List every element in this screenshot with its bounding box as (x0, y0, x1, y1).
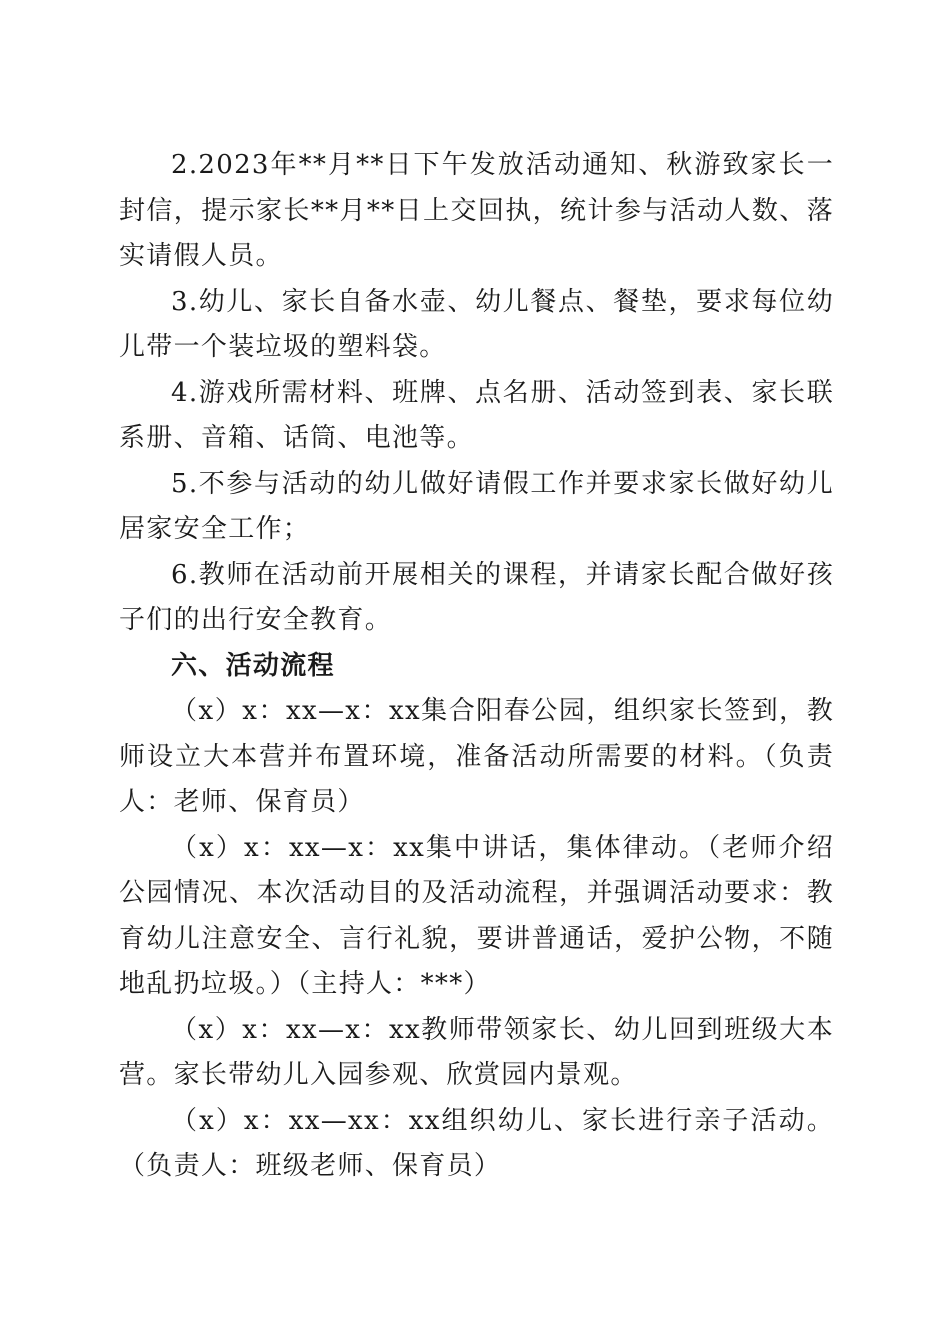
schedule-item-4: （x）x：xx—xx：xx组织幼儿、家长进行亲子活动。（负责人：班级老师、保育员） (119, 1105, 834, 1181)
schedule-item-3: （x）x：xx—x：xx教师带领家长、幼儿回到班级大本营。家长带幼儿入园参观、欣赏园内景观。 (119, 1014, 834, 1090)
paragraph-item-5: 5.不参与活动的幼儿做好请假工作并要求家长做好幼儿居家安全工作； (119, 468, 834, 544)
schedule-item-2: （x）x：xx—x：xx集中讲话，集体律动。（老师介绍公园情况、本次活动目的及活动流程，并强调活动要求：教育幼儿注意安全、言行礼貌，要讲普通话，爱护公物，不随地乱扔垃圾。）（主持人：***） (119, 832, 834, 999)
paragraph-item-2: 2.2023年**月**日下午发放活动通知、秋游致家长一封信，提示家长**月**日上交回执，统计参与活动人数、落实请假人员。 (119, 150, 834, 271)
paragraph-item-4: 4.游戏所需材料、班牌、点名册、活动签到表、家长联系册、音箱、话筒、电池等。 (119, 377, 834, 453)
document-body (119, 143, 834, 1190)
paragraph-item-6: 6.教师在活动前开展相关的课程，并请家长配合做好孩子们的出行安全教育。 (119, 559, 834, 635)
schedule-item-1: （x）x：xx—x：xx集合阳春公园，组织家长签到，教师设立大本营并布置环境，准备活动所需要的材料。（负责人：老师、保育员） (119, 696, 834, 817)
section-heading: 六、活动流程 (171, 650, 335, 681)
paragraph-item-3: 3.幼儿、家长自备水壶、幼儿餐点、餐垫，要求每位幼儿带一个装垃圾的塑料袋。 (119, 286, 834, 362)
